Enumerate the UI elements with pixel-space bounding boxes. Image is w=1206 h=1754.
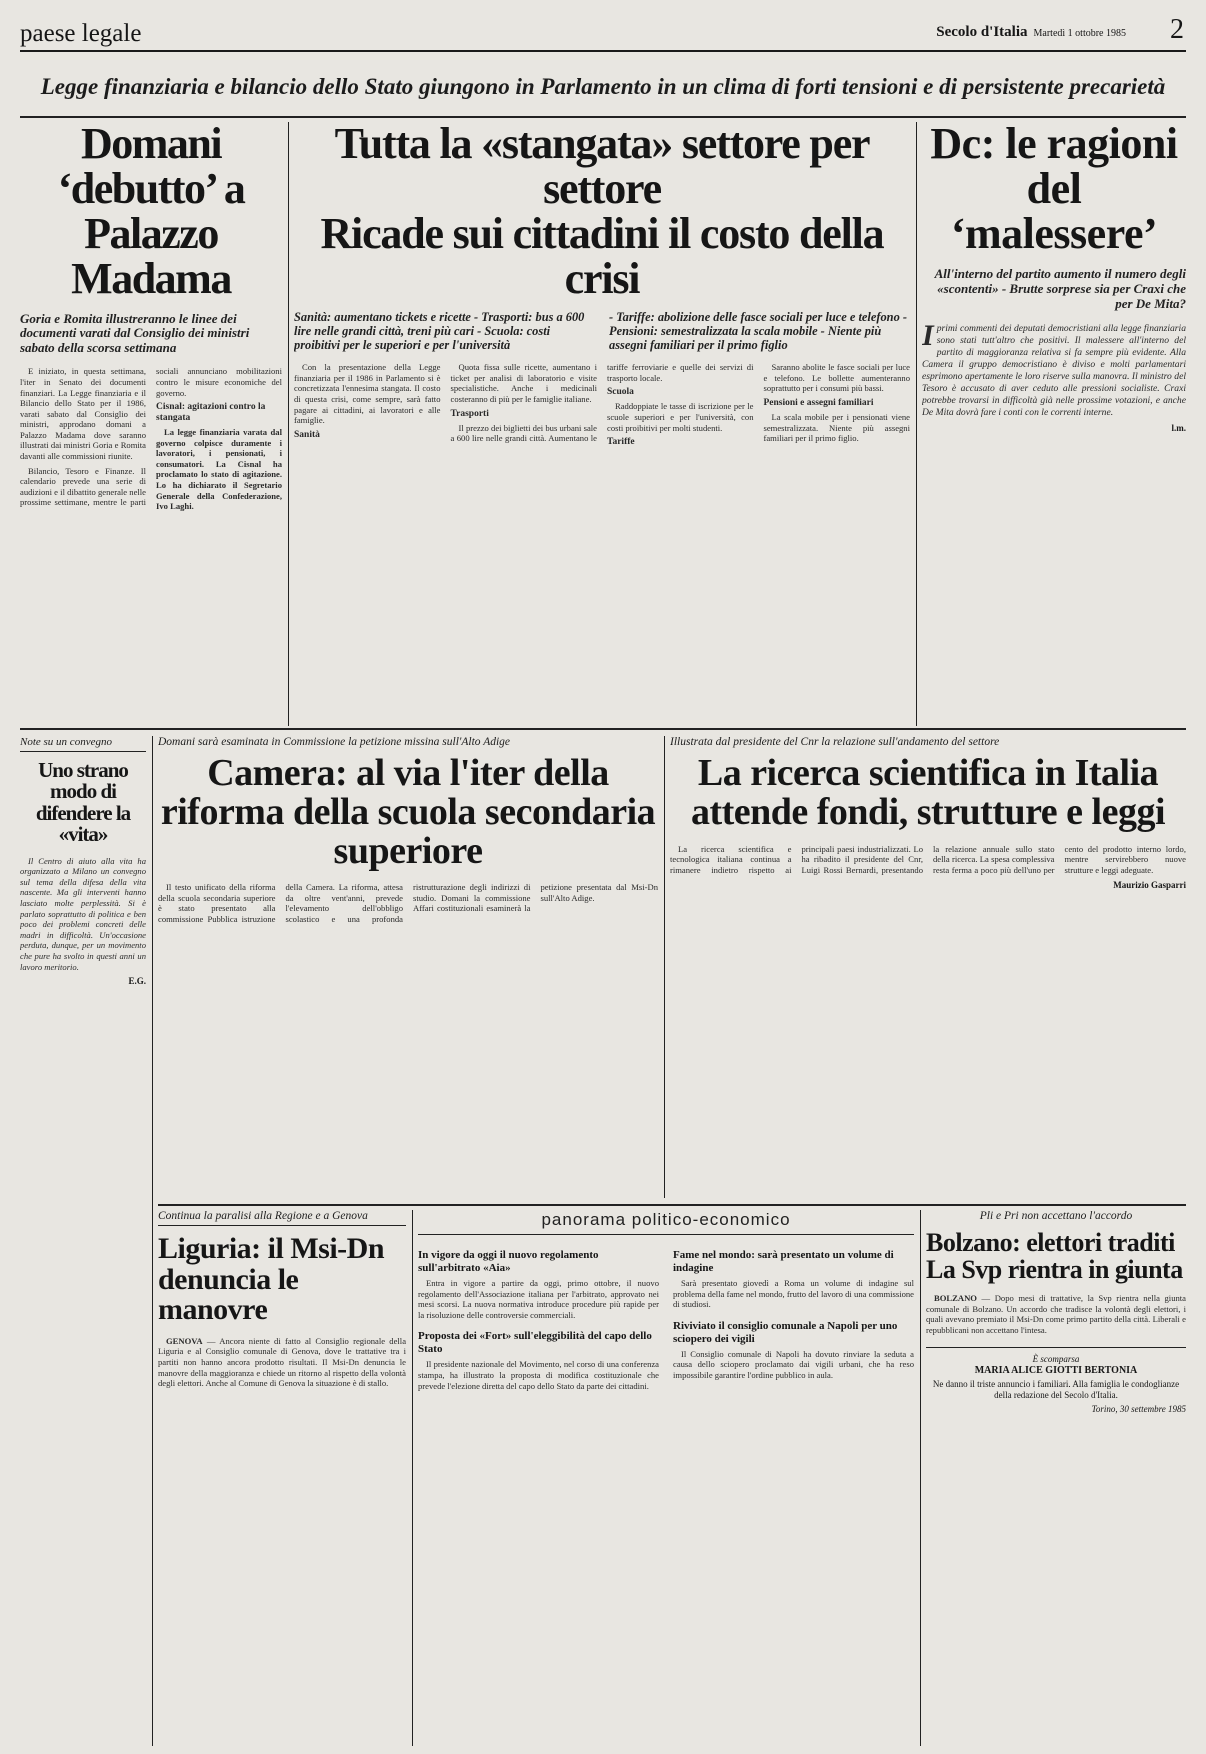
- column-rule: [152, 736, 153, 1746]
- paragraph: Il presidente nazionale del Movimento, nel corso di una conferenza stampa, ha illustrato la proposta di modifica costituzionale che prevede l'elezione diretta del capo dello Stato da parte dei cittadini.: [418, 1359, 659, 1391]
- box-column-left: [418, 1245, 659, 1395]
- brief-body: [673, 1349, 914, 1381]
- paragraph: Con la presentazione della Legge finanziaria per il 1986 in Parlamento si è concretizzata l'ennesima stangata. Il costo di questa crisi, come sempre, sarà fatto pagare ai cittadini, ai lavoratori e alle famiglie.: [294, 362, 441, 426]
- box-columns: [418, 1245, 914, 1395]
- deck-part-1: Sanità: aumentano tickets e ricette - Trasporti: bus a 600 lire nelle grandi città, treni più cari - Scuola: costi proibitivi per le superiori e per l'università: [294, 309, 585, 353]
- column-rule: [664, 736, 665, 1198]
- article-stangata: [294, 122, 910, 724]
- notice-label: È scomparsa: [1032, 1354, 1080, 1365]
- brief-body: [673, 1278, 914, 1310]
- article-bolzano: [926, 1210, 1186, 1746]
- dateline: GENOVA: [166, 1335, 203, 1346]
- headline: Bolzano: elettori traditi La Svp rientra in giunta: [926, 1228, 1183, 1284]
- article-body: [926, 1293, 1186, 1335]
- headline-line-2: Ricade sui cittadini il costo della crisi: [320, 208, 884, 303]
- column-rule: [412, 1210, 413, 1746]
- deck-part-2: - Tariffe: abolizione delle fasce sociali per luce e telefono - Pensioni: semestralizzata la scala mobile - Niente più assegni familiari per il primo figlio: [609, 309, 907, 353]
- paragraph: Iprimi commenti dei deputati democristiani alla legge finanziaria sono stati tutt'altro che positivi. Il malessere all'interno del partito di maggioranza relativa si fa sempre più evidente. Alla Camera il gruppo democristiano è diviso e molti parlamentari esprimono apertamente le loro riserve sulla manovra. Il ministro del Tesoro è accusato di aver ceduto alle pressioni socialiste. Craxi potrebbe trovarsi in difficoltà già nelle prossime votazioni, e anche De Mita dovrà fare i conti con le correnti interne.: [922, 319, 1186, 419]
- section-rule: [158, 1204, 1186, 1206]
- subheading: Trasporti: [450, 408, 489, 419]
- panorama-box: [418, 1210, 914, 1746]
- body-text: Ancora niente di fatto al Consiglio regionale della Liguria e al Consiglio comunale di Genova, dove le trattative tra i partiti non hanno ancora prodotto risultati. Il Msi-Dn denuncia le manovre della maggioranza e chiede un ritorno al rispetto della volontà degli elettori. Anche al Comune di Genova la situazione è di stallo.: [158, 1335, 406, 1389]
- headline: La ricerca scientifica in Italia attende fondi, strutture e leggi: [690, 752, 1166, 833]
- subheading: Pensioni e assegni familiari: [763, 398, 874, 409]
- deck: Goria e Romita illustreranno le linee dei documenti varati dal Consiglio dei ministri sabato della scorsa settimana: [20, 310, 250, 356]
- article-body: [670, 844, 1186, 877]
- brief-title: In vigore da oggi il nuovo regolamento sull'arbitrato «Aia»: [418, 1249, 599, 1274]
- page-number: 2: [1170, 14, 1184, 45]
- headline: Dc: le ragioni del ‘malessere’: [930, 122, 1178, 258]
- column-rule: [916, 122, 917, 726]
- article-body: [158, 882, 658, 924]
- column-rule: [920, 1210, 921, 1746]
- masthead: [20, 14, 1186, 52]
- subheading: Scuola: [607, 387, 634, 398]
- article-body: [294, 362, 910, 724]
- article-senate-debut: [20, 122, 282, 724]
- deck-row: [294, 310, 910, 353]
- kicker: Note su un convegno: [20, 736, 146, 752]
- notice-body: Ne danno il triste annuncio i familiari. Alla famiglia le condoglianze della redazione del Secolo d'Italia.: [932, 1379, 1180, 1401]
- kicker: Pli e Pri non accettano l'accordo: [979, 1210, 1133, 1222]
- newspaper-name: [936, 24, 1126, 41]
- author-initials: E.G.: [128, 976, 146, 987]
- obituary-notice: [926, 1347, 1186, 1415]
- section-label: paese legale: [20, 20, 142, 47]
- article-body: [158, 1336, 406, 1389]
- brief-title: Riviviato il consiglio comunale a Napoli per uno sciopero dei vigili: [673, 1319, 898, 1345]
- subheading: Cisnal: agitazioni contro la stangata: [156, 402, 266, 424]
- article-vita: [20, 736, 146, 1746]
- headline: Camera: al via l'iter della riforma della scuola secondaria superiore: [160, 752, 656, 872]
- paragraph: Raddoppiate le tasse di iscrizione per le scuole superiori e per l'università, con costi proibitivi per molti studenti.: [607, 401, 754, 433]
- subheading: Tariffe: [607, 437, 635, 448]
- deck: All'interno del partito aumento il numero degli «scontenti» - Brutte sorprese sia per Craxi che per De Mita?: [934, 265, 1186, 311]
- paragraph: La scala mobile per i pensionati viene semestralizzata. Niente più assegni familiari per il primo figlio.: [763, 412, 910, 444]
- paragraph: E iniziato, in questa settimana, l'iter in Senato dei documenti finanziari. La Legge finanziaria e il Bilancio dello Stato per il 1986, varati sabato dal Consiglio dei ministri, approdano domani a Palazzo Madama dove saranno illustrati dai ministri Goria e Romita davanti alle commissioni riunite.: [20, 366, 146, 462]
- paragraph: Entra in vigore a partire da oggi, primo ottobre, il nuovo regolamento dell'Associazione italiana per l'arbitrato, approvato nei mesi scorsi. La nuova normativa introduce procedure più rapide per la risoluzione delle controversie commerciali.: [418, 1278, 659, 1320]
- section-rule: [20, 728, 1186, 730]
- paragraph: Sarà presentato giovedì a Roma un volume di indagine sul problema della fame nel mondo, frutto del lavoro di una commissione di studiosi.: [673, 1278, 914, 1310]
- paragraph: Quota fissa sulle ricette, aumentano i ticket per analisi di laboratorio e visite specialistiche. Anche i medicinali costeranno di più per le famiglie italiane.: [450, 362, 597, 405]
- column-rule: [288, 122, 289, 726]
- article-body: [20, 856, 146, 973]
- article-dc-malessere: [922, 122, 1186, 724]
- brief-title: Fame nel mondo: sarà presentato un volume di indagine: [673, 1249, 894, 1274]
- paragraph: La ricerca scientifica e tecnologica italiana continua a rimanere indietro rispetto ai principali paesi industrializzati. Lo ha ribadito il presidente del Cnr, Luigi Rossi Bernardi, presentando la relazione annuale sullo stato della ricerca. La spesa complessiva resta ferma a poco più dell'uno per cento del prodotto interno lordo, mentre servirebbero nuove strutture e leggi adeguate.: [670, 843, 1186, 875]
- newspaper-title: Secolo d'Italia: [936, 24, 1028, 40]
- paragraph: La legge finanziaria varata dal governo colpisce duramente i lavoratori, i pensionati, i consumatori. La Cisnal ha proclamato lo stato di agitazione. Lo ha dichiarato il Segretario Generale della Confederazione, Ivo Laghi.: [156, 427, 282, 512]
- article-liguria: [158, 1210, 406, 1746]
- issue-date: Martedì 1 ottobre 1985: [1033, 28, 1126, 39]
- author-initials: l.m.: [1171, 423, 1186, 434]
- body-text: Dopo mesi di trattative, la Svp rientra nella giunta comunale di Bolzano. Un accordo che tradisce la volontà degli elettori, i quali avevano premiato il Msi-Dn come primo partito della città. Liberali e repubblicani non accettano l'intesa.: [926, 1293, 1186, 1335]
- headline: Domani ‘debutto’ a Palazzo Madama: [57, 122, 245, 303]
- subheading: Sanità: [294, 429, 320, 440]
- headline: Uno strano modo di difendere la «vita»: [35, 758, 131, 847]
- article-body: [20, 366, 282, 512]
- kicker: Domani sarà esaminata in Commissione la petizione missina sull'Alto Adige: [158, 736, 511, 748]
- brief-body: [418, 1278, 659, 1320]
- brief-body: [418, 1359, 659, 1391]
- paragraph: Il prezzo dei biglietti dei bus urbani sale a 600 lire nelle grandi città. Aumentano le tariffe ferroviarie e quelle dei servizi di trasporto locale.: [450, 362, 754, 444]
- paragraph: Saranno abolite le fasce sociali per luce e telefono. Le bollette aumenteranno soprattutto per i consumi più bassi.: [763, 362, 910, 394]
- paragraph: Bilancio, Tesoro e Finanze. Il calendario prevede una serie di audizioni e il dibattito generale nelle prossime settimane, mentre le parti sociali annunciano mobilitazioni contro le misure economiche del governo.: [20, 366, 282, 508]
- box-column-right: [673, 1245, 914, 1395]
- dateline: BOLZANO: [934, 1293, 977, 1304]
- paragraph: BOLZANO — Dopo mesi di trattative, la Svp rientra nella giunta comunale di Bolzano. Un accordo che tradisce la volontà degli elettori, i quali avevano premiato il Msi-Dn come primo partito della città. Liberali e repubblicani non accettano l'intesa.: [926, 1293, 1186, 1335]
- box-title: panorama politico-economico: [418, 1210, 914, 1235]
- brief-title: Proposta dei «Fort» sull'eleggibilità del capo dello Stato: [418, 1330, 652, 1356]
- author-signature: Maurizio Gasparri: [1113, 880, 1186, 891]
- kicker: Illustrata dal presidente del Cnr la relazione sull'andamento del settore: [670, 736, 1000, 748]
- banner-rule: [20, 116, 1186, 118]
- paragraph: Il Consiglio comunale di Napoli ha dovuto rinviare la seduta a causa dello sciopero proclamato dai vigili urbani, che ha reso impossibile garantire l'ordine pubblico in aula.: [673, 1348, 914, 1380]
- paragraph: Il Centro di aiuto alla vita ha organizzato a Milano un convegno sul tema della difesa della vita nascente. Ma gli interventi hanno lasciato molte perplessità. Si è parlato soprattutto di politica e ben poco dei problemi concreti delle madri in difficoltà. Un'occasione perduta, dunque, per un movimento che pure ha svolto in questi anni un lavoro meritorio.: [20, 855, 146, 972]
- article-camera-riforma: [158, 736, 658, 1198]
- paragraph: Il testo unificato della riforma della scuola secondaria superiore è stato presentato alla commissione Pubblica istruzione della Camera. La riforma, attesa da oltre vent'anni, prevede l'elevamento dell'obbligo scolastico e una profonda ristrutturazione degli indirizzi di studio. Domani la commissione Affari costituzionali esaminerà la petizione presentata dal Msi-Dn sull'Alto Adige.: [158, 882, 658, 925]
- notice-place-date: Torino, 30 settembre 1985: [1091, 1404, 1186, 1415]
- article-ricerca-scientifica: [670, 736, 1186, 1198]
- paragraph: GENOVA — Ancora niente di fatto al Consiglio regionale della Liguria e al Consiglio comunale di Genova, dove le trattative tra i partiti non hanno ancora prodotto risultati. Il Msi-Dn denuncia le manovre della maggioranza e chiede un ritorno al rispetto della volontà degli elettori. Anche al Comune di Genova la situazione è di stallo.: [158, 1335, 406, 1389]
- article-body: [922, 319, 1186, 419]
- notice-name: MARIA ALICE GIOTTI BERTONIA: [974, 1365, 1138, 1377]
- kicker: Continua la paralisi alla Regione e a Genova: [158, 1210, 406, 1226]
- headline-line-1: Tutta la «stangata» settore per settore: [334, 122, 870, 213]
- headline: Liguria: il Msi-Dn denuncia le manovre: [158, 1232, 385, 1327]
- banner-kicker: Legge finanziaria e bilancio dello Stato giungono in Parlamento in un clima di forti tensioni e di persistente precarietà: [40, 74, 1166, 99]
